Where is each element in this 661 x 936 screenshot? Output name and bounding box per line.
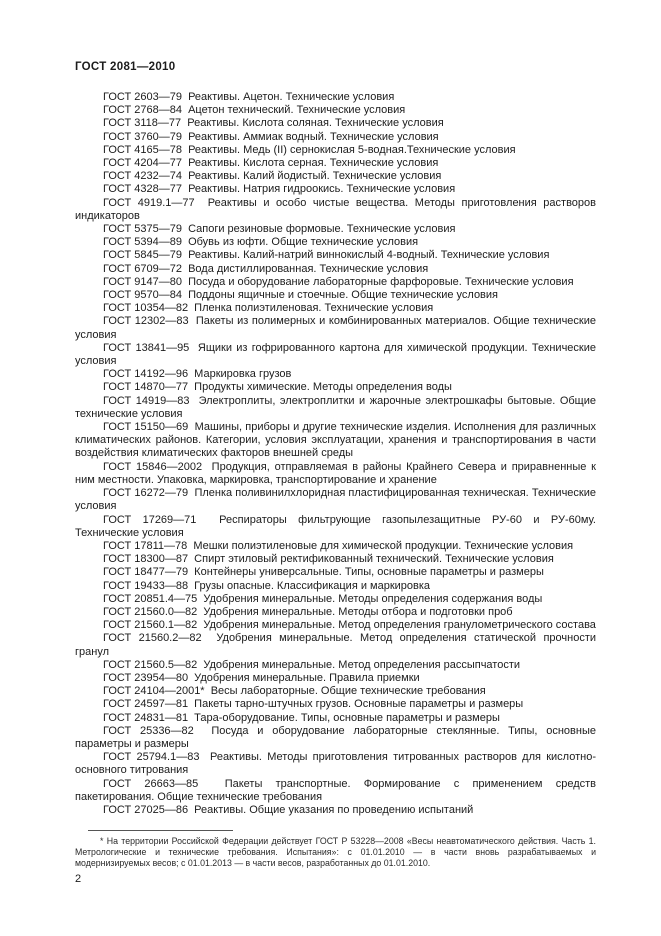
gost-reference-entry: ГОСТ 5394—89 Обувь из юфти. Общие технические условия: [103, 236, 419, 249]
gost-reference-entry: ГОСТ 15150—69 Машины, приборы и другие технические изделия. Исполнения для различных климатических районов. Категории, условия эксплуатации, хранения и транспортирования в части воздействия климатических факторов внешней среды: [75, 421, 596, 460]
gost-reference-entry: ГОСТ 5845—79 Реактивы. Калий-натрий виннокислый 4-водный. Технические условия: [103, 249, 550, 262]
gost-reference-entry: ГОСТ 9147—80 Посуда и оборудование лабораторные фарфоровые. Технические условия: [103, 275, 574, 288]
gost-reference-entry: ГОСТ 3760—79 Реактивы. Аммиак водный. Технические условия: [103, 130, 439, 143]
gost-reference-entry: ГОСТ 24104—2001* Весы лабораторные. Общие технические требования: [103, 685, 486, 698]
gost-reference-entry: ГОСТ 25794.1—83 Реактивы. Методы приготовления титрованных растворов для кислотно-основного титрования: [75, 751, 596, 777]
gost-reference-entry: ГОСТ 19433—88 Грузы опасные. Классификация и маркировка: [103, 579, 431, 592]
gost-reference-entry: ГОСТ 24831—81 Тара-оборудование. Типы, основные параметры и размеры: [103, 711, 500, 724]
gost-reference-entry: ГОСТ 24597—81 Пакеты тарно-штучных грузов. Основные параметры и размеры: [103, 698, 524, 711]
gost-reference-entry: ГОСТ 2768—84 Ацетон технический. Технические условия: [103, 104, 406, 117]
gost-reference-entry: ГОСТ 2603—79 Реактивы. Ацетон. Технические условия: [103, 91, 395, 103]
gost-reference-entry: ГОСТ 12302—83 Пакеты из полимерных и комбинированных материалов. Общие технические условия: [75, 315, 596, 341]
gost-reference-entry: ГОСТ 17269—71 Респираторы фильтрующие газопылезащитные РУ-60 и РУ-60му. Технические условия: [75, 513, 596, 539]
gost-reference-entry: ГОСТ 17811—78 Мешки полиэтиленовые для химической продукции. Технические условия: [103, 539, 574, 552]
gost-reference-entry: ГОСТ 14870—77 Продукты химические. Методы определения воды: [103, 381, 452, 394]
gost-reference-entry: ГОСТ 26663—85 Пакеты транспортные. Формирование с применением средств пакетирования. Общие технические требования: [75, 777, 596, 803]
gost-reference-entry: ГОСТ 4204—77 Реактивы. Кислота серная. Технические условия: [103, 157, 439, 170]
gost-reference-entry: ГОСТ 21560.2—82 Удобрения минеральные. Метод определения статической прочности гранул: [75, 632, 596, 658]
footnote: [75, 830, 596, 869]
gost-reference-entry: ГОСТ 4919.1—77 Реактивы и особо чистые вещества. Методы приготовления растворов индикаторов: [75, 196, 596, 222]
gost-reference-entry: ГОСТ 14192—96 Маркировка грузов: [103, 368, 292, 381]
page-number: 2: [75, 873, 82, 885]
gost-reference-entry: ГОСТ 6709—72 Вода дистиллированная. Технические условия: [103, 262, 429, 275]
gost-references-list: [75, 91, 596, 817]
gost-reference-entry: ГОСТ 4328—77 Реактивы. Натрия гидроокись. Технические условия: [103, 183, 456, 196]
gost-reference-entry: ГОСТ 16272—79 Пленка поливинилхлоридная пластифицированная техническая. Технические условия: [75, 487, 596, 513]
gost-reference-entry: ГОСТ 14919—83 Электроплиты, электроплитки и жарочные электрошкафы бытовые. Общие технические условия: [75, 394, 596, 420]
gost-reference-entry: ГОСТ 23954—80 Удобрения минеральные. Правила приемки: [103, 671, 420, 684]
gost-reference-entry: ГОСТ 15846—2002 Продукция, отправляемая в районы Крайнего Севера и приравненные к ним местности. Упаковка, маркировка, транспортирование и хранение: [75, 460, 596, 486]
gost-reference-entry: ГОСТ 9570—84 Поддоны ящичные и стоечные. Общие технические условия: [103, 289, 499, 302]
gost-reference-entry: ГОСТ 27025—86 Реактивы. Общие указания по проведению испытаний: [103, 803, 474, 816]
gost-reference-entry: ГОСТ 5375—79 Сапоги резиновые формовые. Технические условия: [103, 223, 456, 236]
footnote-separator: [88, 830, 233, 831]
footnote-text: * На территории Российской Федерации действует ГОСТ Р 53228—2008 «Весы неавтоматического действия. Часть 1. Метрологические и технические требования. Испытания»: с 01.01.2010 — в части вновь разрабатываемых и модернизируемых весов; с 01.01.2013 — в части весов, разработанных до 01.01.2010.: [75, 836, 596, 868]
gost-reference-entry: ГОСТ 18477—79 Контейнеры универсальные. Типы, основные параметры и размеры: [103, 566, 544, 579]
gost-reference-entry: ГОСТ 25336—82 Посуда и оборудование лабораторные стеклянные. Типы, основные параметры и размеры: [75, 724, 596, 750]
gost-reference-entry: ГОСТ 3118—77 Реактивы. Кислота соляная. Технические условия: [103, 117, 444, 130]
gost-reference-entry: ГОСТ 20851.4—75 Удобрения минеральные. Методы определения содержания воды: [103, 592, 543, 605]
document-title: ГОСТ 2081—2010: [75, 61, 176, 73]
gost-reference-entry: ГОСТ 4165—78 Реактивы. Медь (II) сернокислая 5-водная.Технические условия: [103, 143, 516, 156]
gost-reference-entry: ГОСТ 21560.5—82 Удобрения минеральные. Метод определения рассыпчатости: [103, 658, 521, 671]
gost-reference-entry: ГОСТ 21560.1—82 Удобрения минеральные. Метод определения гранулометрического состава: [103, 619, 596, 632]
gost-reference-entry: ГОСТ 21560.0—82 Удобрения минеральные. Методы отбора и подготовки проб: [103, 605, 513, 618]
gost-reference-entry: ГОСТ 10354—82 Пленка полиэтиленовая. Технические условия: [103, 302, 434, 315]
gost-reference-entry: ГОСТ 18300—87 Спирт этиловый ректификованный технический. Технические условия: [103, 553, 554, 566]
gost-reference-entry: ГОСТ 4232—74 Реактивы. Калий йодистый. Технические условия: [103, 170, 442, 183]
gost-reference-entry: ГОСТ 13841—95 Ящики из гофрированного картона для химической продукции. Технические условия: [75, 341, 596, 368]
